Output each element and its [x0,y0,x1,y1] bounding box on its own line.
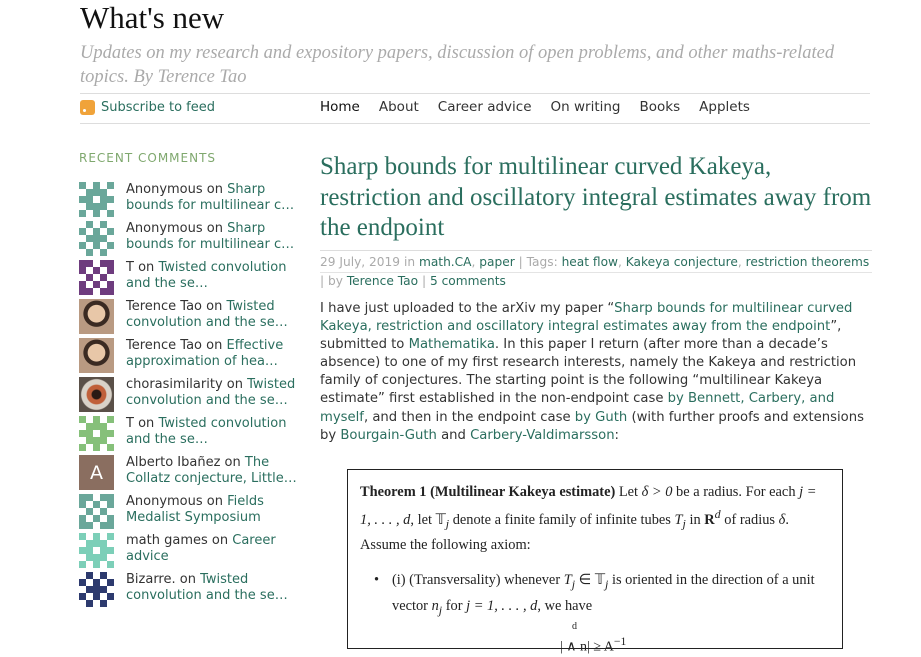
comment-author[interactable]: Bizarre. [126,572,176,587]
math: j [438,602,443,617]
comment-on: on [179,572,196,587]
body-text: . In this paper I return (after more than a decade’s absence) to one of my first research interests, namely the Kakeya and restriction family of conjectures. The starting point is the following “multilinear Kakeya estimate” first established in the non-endpoint case [320,337,857,407]
comment-on: on [226,377,243,392]
nav-career-advice[interactable]: Career advice [437,99,532,115]
comment-post-link[interactable]: Twisted convolution and the se… [126,260,287,292]
avatar: A [79,455,114,490]
avatar [79,221,114,256]
body-text: : [614,427,619,443]
bcm-link[interactable]: by Bennett, Carbery, and myself [320,391,835,425]
comment-item [79,182,299,217]
math: 𝕋 [435,511,446,528]
theorem-text: for [442,597,467,614]
comment-text [126,260,299,295]
theorem-formula [560,621,830,657]
theorem-statement [360,482,830,556]
nav-books[interactable]: Books [639,99,681,115]
avatar [79,416,114,451]
comment-author[interactable]: Terence Tao [126,299,203,314]
identicon-icon [79,416,114,451]
avatar [79,377,114,412]
theorem-text: is oriented in the direction of a unit vector [392,572,815,614]
comment-on: on [211,533,229,548]
body-text: I have just uploaded to the arXiv my paper “ [320,301,615,316]
comments-link[interactable]: 5 comments [429,273,506,288]
math: δ [778,511,786,528]
formula-main: | ∧ n [560,639,588,655]
comment-post-link[interactable]: Career advice [126,533,276,565]
theorem-heading: Theorem 1 (Multilinear Kakeya estimate) [360,484,616,500]
comment-item [79,377,299,412]
comment-author[interactable]: T [126,416,134,431]
comment-author[interactable]: math games [126,533,208,548]
theorem-box [347,469,843,655]
comment-on: on [206,299,223,314]
comment-item [79,572,299,607]
body-text: ”, submitted to [320,319,842,353]
meta-by: by [327,273,343,288]
comment-on: on [206,182,223,197]
post-body [320,300,880,445]
bourgain-guth-link[interactable]: Bourgain-Guth [340,427,437,443]
formula-exponent: −1 [613,634,627,648]
comment-text [126,533,299,568]
comment-author[interactable]: T [126,260,134,275]
post-title[interactable]: Sharp bounds for multilinear curved Kakeya, restriction and oscillatory integral estimates away from the endpoint [320,153,872,241]
math: T [563,572,572,589]
math: j [445,516,450,531]
math: T [674,511,683,528]
nav-about[interactable]: About [378,99,419,115]
tag-link[interactable]: restriction theorems [745,255,870,269]
formula-rhs: | ≥ A [587,639,614,655]
nav-home[interactable]: Home [320,99,360,115]
nav-on-writing[interactable]: On writing [550,99,621,115]
comment-post-link[interactable]: Sharp bounds for multilinear c… [126,221,295,253]
recent-comments-heading: RECENT COMMENTS [79,151,217,165]
comment-text [126,338,299,373]
comment-post-link[interactable]: Twisted convolution and the se… [126,416,287,448]
tag-link[interactable]: heat flow [561,255,619,269]
identicon-icon [79,494,114,529]
comment-author[interactable]: Anonymous [126,494,203,509]
comment-on: on [138,416,155,431]
theorem-text: of radius [720,511,779,528]
comment-post-link[interactable]: Twisted convolution and the se… [126,299,288,331]
comment-item [79,533,299,568]
comment-item [79,494,299,529]
math: ∈ [575,572,595,589]
meta-line-divider [320,272,872,273]
identicon-icon [79,221,114,256]
comment-on: on [224,455,241,470]
meta-in: in [403,255,416,269]
comment-author[interactable]: Anonymous [126,221,203,236]
theorem-text: be a radius. For each [672,484,800,500]
theorem-text: , let [410,511,436,528]
carbery-valdimarsson-link[interactable]: Carbery-Valdimarsson [470,427,615,443]
avatar [79,494,114,529]
math: δ > 0 [641,484,673,500]
math: 𝕋 [594,572,606,589]
site-tagline: Updates on my research and expository papers, discussion of open problems, and other maths-related topics. By Terence Tao [80,43,835,87]
avatar [79,260,114,295]
paper-link[interactable]: Sharp bounds for multilinear curved Kakeya, restriction and oscillatory integral estimates away from the endpoint [320,301,853,335]
nav-divider [80,123,870,124]
comment-on: on [206,338,223,353]
comment-item [79,455,299,490]
comment-post-link[interactable]: Twisted convolution and the se… [126,572,288,604]
math: j = 1, . . . , d [466,597,538,614]
math: j [682,516,686,531]
rss-icon [80,100,95,115]
meta-divider [320,250,872,251]
theorem-text: . Assume the following axiom: [360,511,789,553]
comment-author[interactable]: Terence Tao [126,338,203,353]
journal-link[interactable]: Mathematika [408,337,495,353]
comment-text [126,416,299,451]
comment-post-link[interactable]: Twisted convolution and the se… [126,377,296,409]
body-text: and [436,427,471,443]
header-divider [80,93,870,94]
avatar [79,182,114,217]
comment-post-link[interactable]: Sharp bounds for multilinear c… [126,182,295,214]
comment-text [126,455,299,490]
theorem-text: (i) (Transversality) whenever [392,572,564,589]
identicon-icon [79,572,114,607]
category-link[interactable]: math.CA [418,255,472,269]
theorem-text: , we have [537,597,593,614]
theorem-axiom [360,570,830,621]
math: j [571,577,576,592]
comment-item [79,338,299,373]
comment-author[interactable]: chorasimilarity [126,377,223,392]
comment-text [126,221,299,256]
post-meta: 29 July, 2019 in math.CA, paper | Tags: heat flow, Kakeya conjecture, restriction theorems | by Terence Tao | 5 comments [320,254,880,289]
comment-on: on [206,494,223,509]
subscribe-link[interactable] [80,100,215,115]
tags-label: Tags: [526,255,558,269]
site-title[interactable]: What's new [80,0,225,35]
theorem-text: denote a finite family of infinite tubes [449,511,675,528]
identicon-icon [79,260,114,295]
identicon-icon [79,533,114,568]
comment-text [126,299,299,334]
category-link[interactable]: paper [479,255,515,269]
math: R [704,511,715,528]
theorem-text: in [685,511,705,528]
comment-on: on [138,260,155,275]
comment-text [126,572,299,607]
body-text: , and then in the endpoint case [363,409,575,425]
post-date: 29 July, 2019 [320,255,401,269]
author-link[interactable]: Terence Tao [346,273,419,288]
recent-comments-list [79,182,299,611]
math: n [431,597,439,614]
subscribe-label: Subscribe to feed [101,100,216,115]
main-nav [320,99,769,115]
comment-author[interactable]: Anonymous [126,182,203,197]
comment-text [126,494,299,529]
avatar [79,299,114,334]
comment-item [79,260,299,295]
comment-post-link[interactable]: Fields Medalist Symposium [126,494,264,526]
theorem-text: Let [615,484,642,500]
avatar [79,338,114,373]
comment-post-link[interactable]: Effective approximation of hea… [126,338,284,370]
body-text: (with further proofs and extensions by [320,409,864,443]
comment-post-link[interactable]: The Collatz conjecture, Little… [126,455,297,487]
math: d [714,506,721,521]
avatar [79,572,114,607]
math: j [605,577,609,592]
identicon-icon [79,182,114,217]
comment-author[interactable]: Alberto Ibañez [126,455,221,470]
comment-text [126,377,299,412]
comment-text [126,182,299,217]
avatar [79,533,114,568]
comment-item [79,299,299,334]
formula-superscript: d [572,620,577,632]
guth-link[interactable]: by Guth [574,409,628,425]
nav-applets[interactable]: Applets [699,99,750,115]
comment-item [79,221,299,256]
math: j = 1, . . . , d [360,484,817,528]
comment-item [79,416,299,451]
comment-on: on [206,221,223,236]
tag-link[interactable]: Kakeya conjecture [625,255,738,269]
